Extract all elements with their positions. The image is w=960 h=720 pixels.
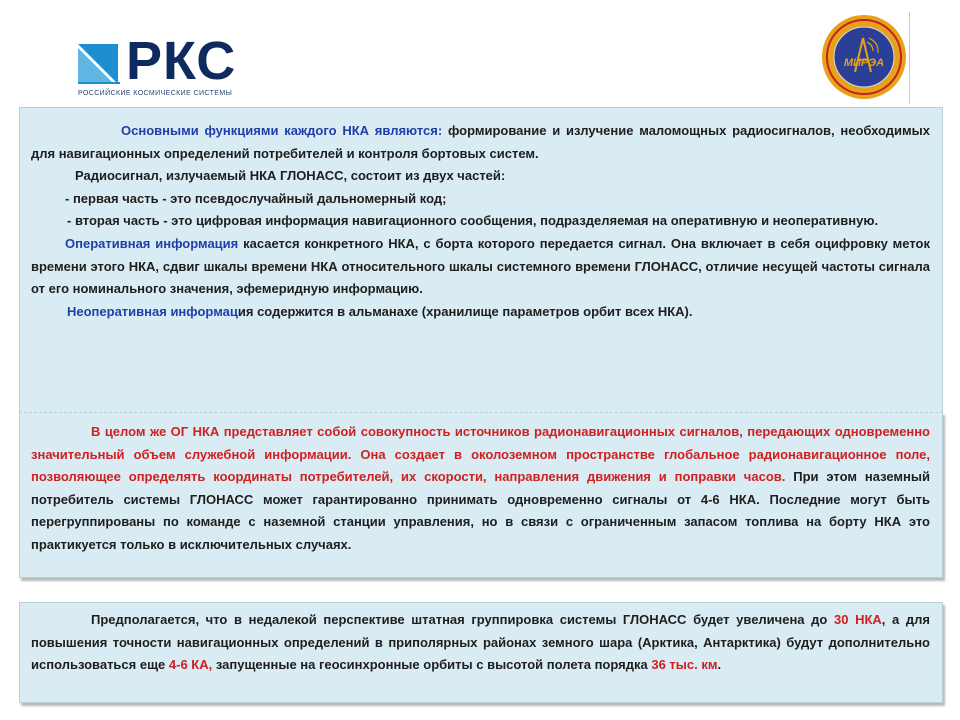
paragraph-future — [31, 609, 930, 677]
mirea-emblem-text: МИРЭА — [843, 57, 885, 69]
functions-panel — [19, 107, 943, 412]
future-text-2: , а для повышения точности навигационных определений в приполярных районах земного шара (Арктика, Антарктика) будут дополнительно использоваться еще — [31, 612, 930, 673]
operative-info-text: касается конкретного НКА, с борта которого передается сигнал. Она включает в себя оцифровку меток времени этого НКА, сдвиг шкалы времени НКА относительного шкалы системного времени ГЛОНАСС, отличие несущей частоты сигнала от его номинального значения, эфемеридную информацию. — [31, 235, 930, 297]
future-text-4: . — [717, 657, 722, 673]
constellation-text: При этом наземный потребитель системы ГЛОНАСС может гарантированно принимать одновременно сигналы от 4-6 НКА. Последние могут быть перегруппированы по команде с наземной станции управления, но в связи с ограниченным запасом топлива на борту НКА это практикуется только в исключительных случаях. — [31, 469, 930, 552]
rks-logo — [78, 31, 253, 102]
mirea-emblem-icon — [821, 14, 907, 100]
future-highlight-2: 4-6 КА, — [168, 657, 213, 673]
future-panel — [19, 602, 943, 703]
rks-logo-mark-icon — [78, 44, 120, 84]
future-highlight-3: 36 тыс. км — [651, 657, 718, 673]
paragraph-operative-info — [31, 233, 930, 301]
nonoperative-info-text: ия содержится в альманахе (хранилище параметров орбит всех НКА). — [237, 303, 693, 319]
paragraph-signal-parts: Радиосигнал, излучаемый НКА ГЛОНАСС, состоит из двух частей: — [75, 168, 506, 184]
future-text-1: Предполагается, что в недалекой перспективе штатная группировка системы ГЛОНАСС будет увеличена до — [91, 612, 834, 627]
paragraph-main-functions — [31, 120, 930, 165]
future-text-3: запущенные на геосинхронные орбиты с высотой полета порядка — [212, 657, 652, 673]
constellation-panel — [19, 412, 943, 578]
future-highlight-1: 30 НКА — [833, 612, 882, 627]
paragraph-first-part: - первая часть - это псевдослучайный дальномерный код; — [65, 190, 447, 206]
paragraph-nonoperative-info — [31, 301, 930, 324]
main-functions-heading: Основными функциями каждого НКА являются: — [121, 123, 443, 138]
operative-info-term: Оперативная информация — [65, 235, 239, 251]
rks-logo-subtitle: РОССИЙСКИЕ КОСМИЧЕСКИЕ СИСТЕМЫ — [78, 90, 233, 97]
divider — [909, 12, 910, 104]
paragraph-constellation — [31, 421, 930, 557]
constellation-highlight: В целом же ОГ НКА представляет собой совокупность источников радионавигационных сигналов, передающих одновременно значительный объем служебной информации. Она создает в околоземном пространстве глобальное радионавигационное поле, позволяющее определять координаты потребителей, их скорости, направления движения и поправки часов. — [31, 424, 930, 485]
nonoperative-info-term: Неоперативная информац — [67, 303, 238, 319]
rks-logo-text: РКС — [126, 31, 237, 91]
main-functions-text: формирование и излучение маломощных радиосигналов, необходимых для навигационных определений потребителей и контроля бортовых систем. — [31, 123, 930, 161]
paragraph-second-part: - вторая часть - это цифровая информация навигационного сообщения, подразделяемая на оперативную и неоперативную. — [67, 213, 879, 229]
